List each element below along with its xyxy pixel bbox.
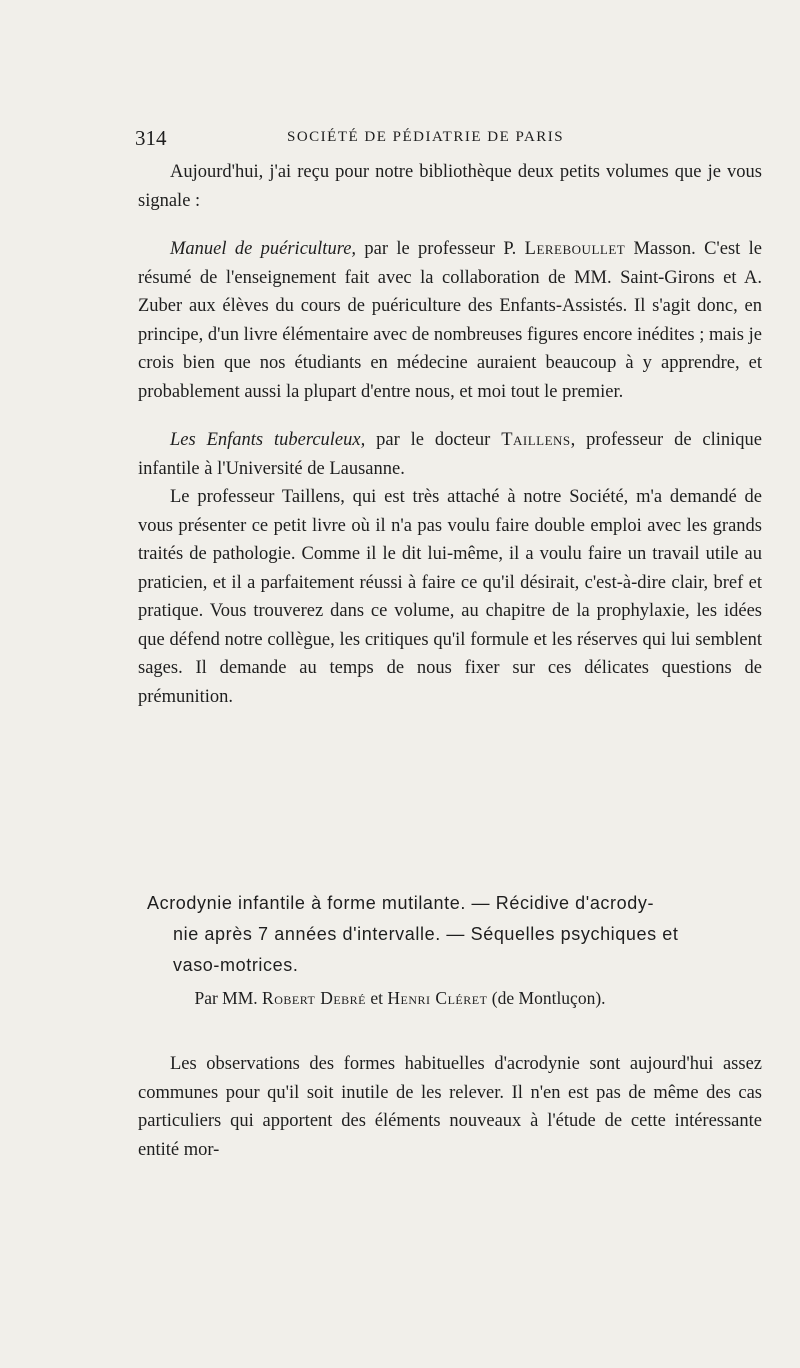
text-fragment: , professeur de clinique infantile à l'Université de Lausanne. — [138, 430, 763, 479]
page-header — [135, 126, 615, 152]
author-taillens: Taillens — [501, 430, 571, 450]
article-title-line-1: Acrodynie infantile à forme mutilante. — Récidive d'acrody- — [147, 893, 655, 913]
article-title-line-3: vaso-motrices. — [173, 955, 299, 975]
paragraph-enfants-tuberculeux — [138, 426, 762, 483]
article-text — [138, 1050, 762, 1164]
paragraph-manuel-puericulture — [138, 235, 762, 406]
author-cleret: Henri Cléret — [387, 988, 488, 1008]
text-fragment: (de Montluçon). — [487, 988, 606, 1008]
author-debre: Robert Debré — [262, 988, 367, 1008]
book-title-manuel: Manuel de puériculture, — [170, 239, 357, 259]
author-lereboullet: Lereboullet — [524, 239, 626, 259]
paragraph-received-volumes: Aujourd'hui, j'ai reçu pour notre bibliothèque deux petits volumes que je vous signale : — [138, 162, 762, 211]
running-title: SOCIÉTÉ DE PÉDIATRIE DE PARIS — [287, 129, 565, 145]
paragraph-taillens: Le professeur Taillens, qui est très attaché à notre Société, m'a demandé de vous présenter ce petit livre où il n'a pas voulu faire double emploi avec les grands traités de pathologie. Comme il le dit lui-même, il a voulu faire un travail utile au praticien, et il a parfaitement réussi à faire ce qu'il désirait, c'est-à-dire clair, bref et pratique. Vous trouverez dans ce volume, au chapitre de la prophylaxie, les idées que défend notre collègue, les critiques qu'il formule et les réserves qui lui semblent sages. Il demande au temps de nous fixer sur ces délicates questions de prémunition. — [138, 487, 762, 707]
text-fragment: Masson. C'est le résumé de l'enseignement fait avec la collaboration de MM. Saint-Girons et A. Zuber aux élèves du cours de puériculture des Enfants-Assistés. Il s'agit donc, en principe, d'un livre élémentaire avec de nombreuses figures encore inédites ; mais je crois bien que nos étudiants en médecine auraient beaucoup à y apprendre, et probablement aussi la plupart d'entre nous, et moi tout le premier. — [138, 239, 762, 402]
text-fragment: par le professeur P. — [356, 239, 525, 259]
text-fragment: Par MM. — [194, 988, 263, 1008]
page-number: 314 — [135, 126, 167, 150]
book-title-enfants: Les Enfants tuberculeux, — [170, 430, 366, 450]
article-title-line-2: nie après 7 années d'intervalle. — Séquelles psychiques et — [173, 924, 679, 944]
intro-text — [138, 158, 762, 711]
article-authors — [0, 988, 800, 1009]
article-title — [147, 888, 765, 981]
paragraph-observations: Les observations des formes habituelles d'acrodynie sont aujourd'hui assez communes pour qu'il soit inutile de les relever. Il n'en est pas de même des cas particuliers qui apportent des éléments nouveaux à l'étude de cette intéressante entité mor- — [138, 1054, 762, 1160]
text-fragment: par le docteur — [365, 430, 502, 450]
text-fragment: et — [366, 988, 388, 1008]
